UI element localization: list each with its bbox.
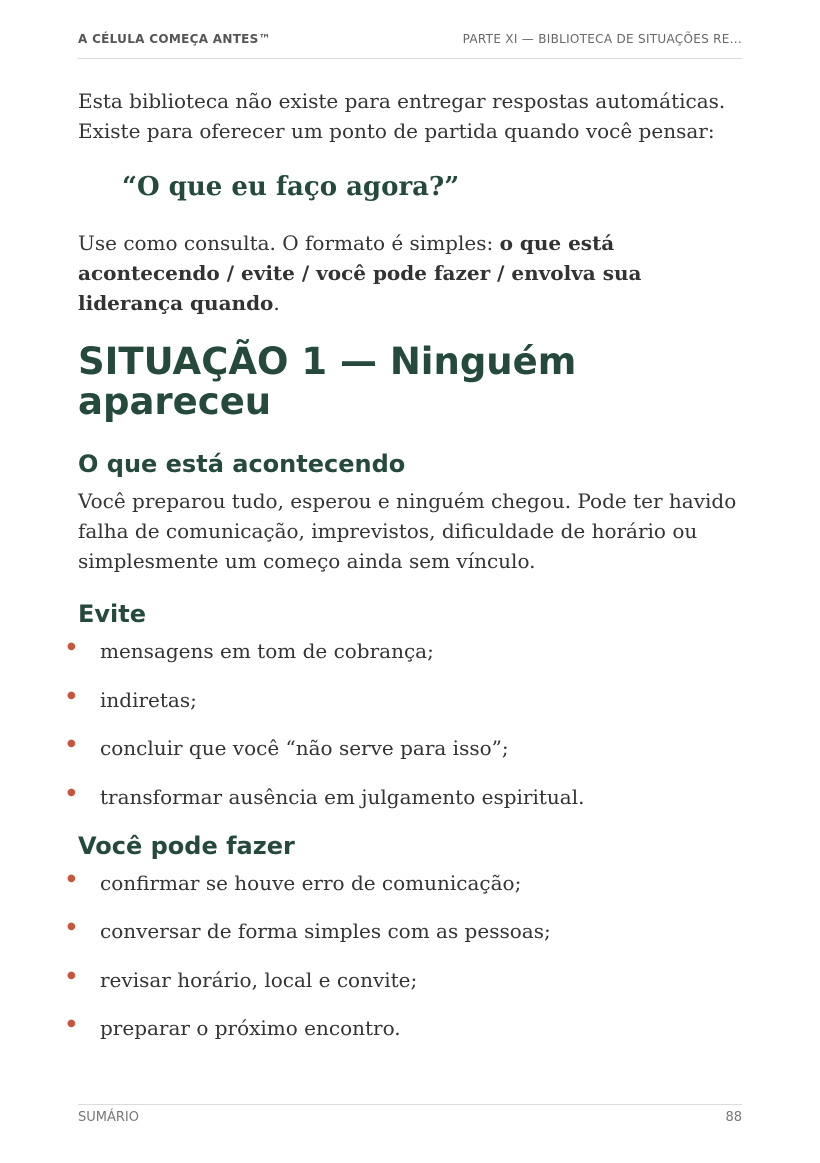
usage-prefix: Use como consulta. O formato é simples:	[78, 231, 500, 255]
bullet-dot-icon: ●	[67, 1018, 76, 1029]
list-item	[67, 1013, 742, 1043]
bullet-dot-icon: ●	[67, 786, 76, 798]
footer-divider	[78, 1104, 742, 1105]
usage-suffix: .	[273, 291, 280, 315]
header-divider	[78, 58, 742, 59]
section-title: PARTE XI — BIBLIOTECA DE SITUAÇÕES RE...	[462, 32, 742, 46]
running-header	[78, 32, 742, 46]
list-item-text: transformar ausência em julgamento espiritual.	[100, 784, 585, 809]
list-item	[67, 916, 742, 946]
table-of-contents-link[interactable]: SUMÁRIO	[78, 1110, 139, 1125]
bullet-dot-icon: ●	[67, 738, 76, 749]
list-item-text: conversar de forma simples com as pessoas;	[100, 919, 551, 943]
list-item	[67, 733, 742, 763]
list-item-text: concluir que você “não serve para isso”;	[100, 736, 509, 760]
list-item	[67, 636, 742, 666]
heading-can-do: Você pode fazer	[78, 831, 295, 860]
bullet-dot-icon: ●	[67, 641, 76, 652]
list-item	[67, 868, 742, 898]
bullet-dot-icon: ●	[67, 872, 76, 884]
list-item	[67, 685, 742, 715]
running-footer	[78, 1110, 742, 1125]
list-item-text: confirmar se houve erro de comunicação;	[100, 870, 522, 895]
avoid-list	[67, 636, 742, 812]
book-title: A CÉLULA COMEÇA ANTES™	[78, 32, 271, 46]
callout-question: “O que eu faço agora?”	[122, 172, 460, 202]
list-item-text: indiretas;	[100, 687, 197, 712]
list-item-text: mensagens em tom de cobrança;	[100, 639, 434, 663]
situation-title: SITUAÇÃO 1 — Ninguém apareceu	[78, 340, 577, 423]
list-item	[67, 965, 742, 995]
page-content	[67, 86, 742, 1062]
page-number: 88	[725, 1110, 742, 1125]
list-item-text: revisar horário, local e convite;	[100, 967, 418, 992]
can-do-list	[67, 868, 742, 1044]
heading-avoid: Evite	[78, 600, 147, 628]
list-item	[67, 782, 742, 812]
usage-paragraph	[78, 228, 742, 318]
bullet-dot-icon: ●	[67, 689, 76, 701]
bullet-dot-icon: ●	[67, 969, 76, 981]
happening-paragraph: Você preparou tudo, esperou e ninguém chegou. Pode ter havido falha de comunicação, imprevistos, dificuldade de horário ou simplesmente um começo ainda sem vínculo.	[78, 489, 737, 573]
usage-format: o que está acontecendo / evite / você pode fazer / envolva sua liderança quando	[78, 231, 642, 315]
heading-happening: O que está acontecendo	[78, 450, 406, 478]
intro-paragraph: Esta biblioteca não existe para entregar respostas automáticas. Existe para oferecer um ponto de partida quando você pensar:	[78, 89, 726, 143]
list-item-text: preparar o próximo encontro.	[100, 1016, 401, 1040]
bullet-dot-icon: ●	[67, 921, 76, 932]
